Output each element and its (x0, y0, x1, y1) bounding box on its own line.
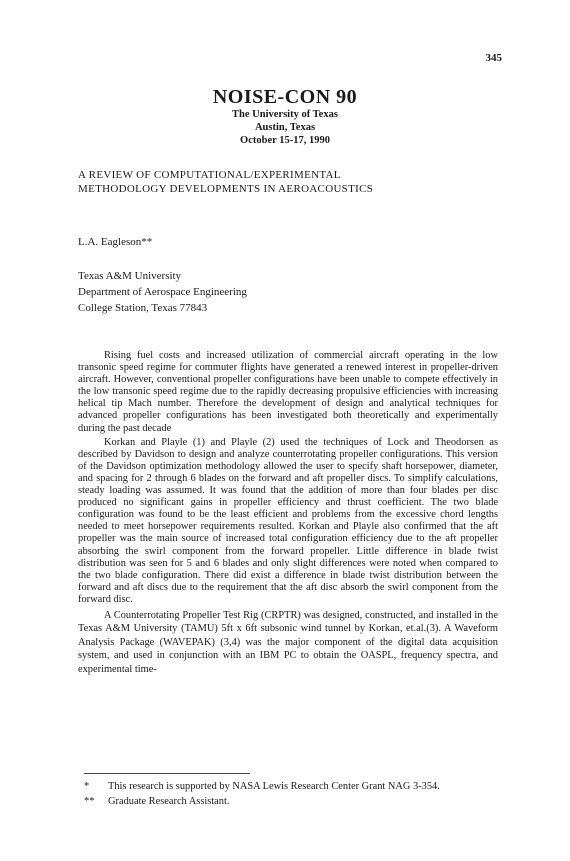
conference-location: Austin, Texas (254, 122, 316, 133)
footnote-divider (84, 773, 250, 774)
paper-title (78, 168, 373, 196)
footnote-text: This research is supported by NASA Lewis Research Center Grant NAG 3-354. (108, 781, 440, 792)
conference-venue: The University of Texas (232, 109, 338, 120)
conference-title: NOISE-CON 90 (212, 86, 358, 108)
conference-date: October 15-17, 1990 (240, 135, 330, 146)
paragraph: Rising fuel costs and increased utilization of commercial aircraft operating in the low transonic speed regime for commuter flights have generated a renewed interest in propeller-driven aircraft. However, conventional propeller configurations have been unable to compete effectively in the low transonic speed regime due to the rapidly decreasing propulsive efficiencies with increasing helical tip Mach number. Therefore the development of design and analytical techniques for advanced propeller configurations has been investigated both theoretically and experimentally during the past decade (78, 350, 498, 434)
footnote (84, 779, 440, 794)
page-number: 345 (485, 52, 502, 64)
author-affiliation (78, 268, 247, 316)
footnote-mark: ** (84, 796, 95, 807)
footnotes (84, 779, 440, 809)
footnote-mark: * (84, 781, 90, 792)
paper-title-line: A REVIEW OF COMPUTATIONAL/EXPERIMENTAL (78, 169, 341, 181)
paragraph: Korkan and Playle (1) and Playle (2) used the techniques of Lock and Theodorsen as described by Davidson to design and analyze counterrotating propeller configurations. This version of the Davidson optimization methodology allowed the user to specify shaft horsepower, diameter, and spacing for 2 through 6 blades on the forward and aft propeller discs. To simplify calculations, steady loading was assumed. It was found that the addition of more than four blades per disc produced no significant gains in propeller efficiency and thrust coefficient. The two blade configuration was found to be the least efficient and problems from the excessive chord lengths needed to meet horsepower requirements resulted. Korkan and Playle also confirmed that the aft propeller was the main source of increased total configuration efficiency due to the aft propeller absorbing the swirl component from the forward propeller. Little difference in blade twist distribution was seen for 5 and 6 blades and only slight differences were noted when compared to the two blade configuration. There did exist a difference in blade twist distribution between the forward and aft discs due to the requirement that the aft disc absorb the swirl component from the forward disc. (78, 436, 498, 605)
affiliation-department: Department of Aerospace Engineering (78, 286, 247, 298)
footnote (84, 794, 440, 809)
author-name: L.A. Eagleson** (78, 236, 153, 248)
paragraph: A Counterrotating Propeller Test Rig (CRPTR) was designed, constructed, and installed in the Texas A&M University (TAMU) 5ft x 6ft subsonic wind tunnel by Korkan, et.al.(3). A Waveform Analysis Package (WAVEPAK) (3,4) was the major component of the digital data acquisition system, and used in conjunction with an IBM PC to obtain the OASPL, frequency spectra, and experimental time- (78, 609, 498, 675)
footnote-text: Graduate Research Assistant. (108, 796, 230, 807)
paper-title-line: METHODOLOGY DEVELOPMENTS IN AEROACOUSTICS (78, 183, 374, 195)
affiliation-university: Texas A&M University (78, 270, 182, 282)
affiliation-address: College Station, Texas 77843 (78, 302, 208, 314)
conference-header (0, 86, 570, 147)
body-text (78, 350, 498, 678)
